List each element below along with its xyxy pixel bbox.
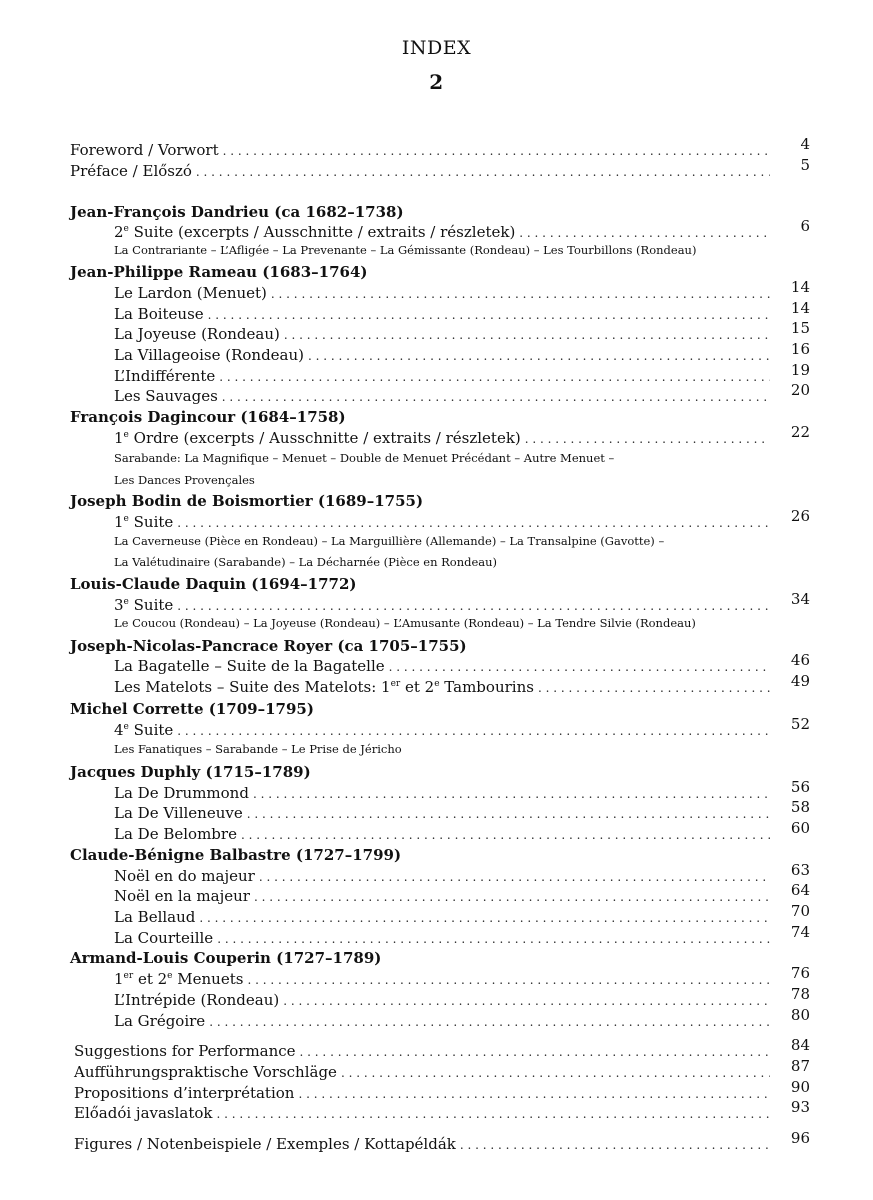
entry-label: Préface / Előszó	[70, 162, 192, 180]
toc-entry-eloadoi[interactable]	[74, 1098, 810, 1123]
entry-label: Aufführungspraktische Vorschläge	[74, 1063, 337, 1081]
entry-label: Előadói javaslatok	[74, 1104, 213, 1122]
dot-leader	[284, 325, 770, 345]
page-number: 14	[790, 299, 810, 317]
page-number: 96	[790, 1129, 810, 1147]
toc-entry[interactable]	[70, 715, 810, 740]
toc-entry[interactable]	[70, 278, 810, 303]
dot-leader	[259, 867, 770, 887]
entry-label: La Bagatelle – Suite de la Bagatelle	[114, 657, 385, 675]
composer-heading: Jean-François Dandrieu (ca 1682–1738)	[70, 203, 404, 221]
dot-leader	[298, 1084, 770, 1104]
page-number: 15	[790, 319, 810, 337]
dot-leader	[247, 970, 770, 990]
entry-label: La Joyeuse (Rondeau)	[114, 325, 280, 343]
entry-label: 2e Suite (excerpts / Ausschnitte / extraits / részletek)	[114, 223, 516, 241]
dot-leader	[219, 367, 770, 387]
entry-label: Le Lardon (Menuet)	[114, 284, 267, 302]
page-number: 5	[800, 156, 810, 174]
page-number: 80	[790, 1006, 810, 1024]
page-number: 20	[790, 381, 810, 399]
page-number: 26	[790, 507, 810, 525]
dot-leader	[460, 1135, 770, 1155]
page-number: 60	[790, 819, 810, 837]
page-number: 46	[790, 651, 810, 669]
composer-heading: Louis-Claude Daquin (1694–1772)	[70, 575, 357, 593]
dot-leader	[177, 596, 770, 616]
dot-leader	[538, 678, 770, 698]
dot-leader	[519, 223, 770, 243]
dot-leader	[196, 162, 770, 182]
entry-label: 4e Suite	[114, 721, 174, 739]
page-number: 34	[790, 590, 810, 608]
toc-entry[interactable]	[70, 1006, 810, 1031]
toc-entry[interactable]	[70, 361, 810, 386]
piece-list: La Valétudinaire (Sarabande) – La Décharnée (Pièce en Rondeau)	[114, 555, 498, 569]
dot-leader	[308, 346, 770, 366]
dot-leader	[525, 429, 770, 449]
dot-leader	[283, 991, 770, 1011]
page-number: 22	[790, 423, 810, 441]
entry-label: 1e Suite	[114, 513, 174, 531]
toc-entry[interactable]	[70, 590, 810, 615]
page-number: 56	[790, 778, 810, 796]
toc-entry[interactable]	[70, 651, 810, 676]
dot-leader	[241, 825, 770, 845]
page-number: 49	[790, 672, 810, 690]
composer-heading: François Dagincour (1684–1758)	[70, 408, 346, 426]
dot-leader	[253, 784, 770, 804]
piece-list: La Caverneuse (Pièce en Rondeau) – La Marguillière (Allemande) – La Transalpine (Gavotte) –	[114, 534, 665, 548]
toc-entry[interactable]	[70, 319, 810, 344]
entry-label: Foreword / Vorwort	[70, 141, 219, 159]
toc-entry[interactable]	[70, 881, 810, 906]
toc-entry[interactable]	[70, 964, 810, 989]
dot-leader	[223, 141, 770, 161]
page-number: 19	[790, 361, 810, 379]
toc-entry[interactable]	[70, 798, 810, 823]
entry-label: Figures / Notenbeispiele / Exemples / Kottapéldák	[74, 1135, 456, 1153]
composer-heading: Joseph-Nicolas-Pancrace Royer (ca 1705–1755)	[70, 637, 467, 655]
entry-label: Noël en la majeur	[114, 887, 250, 905]
toc-entry[interactable]	[70, 217, 810, 242]
toc-entry[interactable]	[70, 985, 810, 1010]
dot-leader	[177, 513, 770, 533]
page-number: 14	[790, 278, 810, 296]
toc-entry[interactable]	[70, 423, 810, 448]
page-number: 78	[790, 985, 810, 1003]
toc-entry-figures[interactable]	[74, 1129, 810, 1154]
piece-list: Sarabande: La Magnifique – Menuet – Double de Menuet Précédant – Autre Menuet –	[114, 451, 615, 465]
dot-leader	[217, 929, 770, 949]
toc-entry-propositions[interactable]	[74, 1078, 810, 1103]
dot-leader	[222, 387, 770, 407]
dot-leader	[217, 1104, 770, 1124]
page-number: 52	[790, 715, 810, 733]
page-number: 63	[790, 861, 810, 879]
entry-label: 1e Ordre (excerpts / Ausschnitte / extraits / részletek)	[114, 429, 521, 447]
toc-entry-preface[interactable]	[70, 156, 810, 181]
page-number: 16	[790, 340, 810, 358]
dot-leader	[300, 1042, 770, 1062]
dot-leader	[199, 908, 770, 928]
toc-entry[interactable]	[70, 778, 810, 803]
composer-heading: Claude-Bénigne Balbastre (1727–1799)	[70, 846, 402, 864]
toc-entry[interactable]	[70, 507, 810, 532]
dot-leader	[247, 804, 770, 824]
entry-label: Les Sauvages	[114, 387, 218, 405]
composer-heading: Armand-Louis Couperin (1727–1789)	[70, 949, 382, 967]
dot-leader	[271, 284, 770, 304]
entry-label: Suggestions for Performance	[74, 1042, 296, 1060]
toc-entry[interactable]	[70, 340, 810, 365]
entry-label: L’Indifférente	[114, 367, 216, 385]
toc-entry[interactable]	[70, 902, 810, 927]
volume-number: 2	[429, 70, 444, 94]
composer-heading: Jacques Duphly (1715–1789)	[70, 763, 311, 781]
entry-label: La De Villeneuve	[114, 804, 243, 822]
toc-entry-vorschlaege[interactable]	[74, 1057, 810, 1082]
page-number: 90	[790, 1078, 810, 1096]
entry-label: 1er et 2e Menuets	[114, 970, 244, 988]
piece-list: Le Coucou (Rondeau) – La Joyeuse (Rondeau) – L’Amusante (Rondeau) – La Tendre Silvie (Rondeau)	[114, 616, 696, 630]
entry-label: La Courteille	[114, 929, 214, 947]
page-number: 93	[790, 1098, 810, 1116]
composer-heading: Jean-Philippe Rameau (1683–1764)	[70, 263, 368, 281]
entry-label: Propositions d’interprétation	[74, 1084, 295, 1102]
composer-heading: Michel Corrette (1709–1795)	[70, 700, 314, 718]
toc-entry[interactable]	[70, 672, 810, 697]
page-number: 74	[790, 923, 810, 941]
toc-entry[interactable]	[70, 861, 810, 886]
page-number: 87	[790, 1057, 810, 1075]
entry-label: La De Belombre	[114, 825, 237, 843]
page-number: 58	[790, 798, 810, 816]
entry-label: La Grégoire	[114, 1012, 206, 1030]
entry-label: Les Matelots – Suite des Matelots: 1er et 2e Tambourins	[114, 678, 534, 696]
piece-list: Les Dances Provençales	[114, 473, 255, 487]
dot-leader	[341, 1063, 770, 1083]
page-number: 70	[790, 902, 810, 920]
toc-entry[interactable]	[70, 381, 810, 406]
piece-list: La Contrariante – L’Afligée – La Prevenante – La Gémissante (Rondeau) – Les Tourbillons (Rondeau)	[114, 243, 697, 257]
toc-entry[interactable]	[70, 923, 810, 948]
piece-list: Les Fanatiques – Sarabande – Le Prise de Jéricho	[114, 742, 402, 756]
page-number: 76	[790, 964, 810, 982]
entry-label: La Villageoise (Rondeau)	[114, 346, 304, 364]
dot-leader	[389, 657, 770, 677]
toc-entry-foreword[interactable]	[70, 135, 810, 160]
entry-label: 3e Suite	[114, 596, 174, 614]
entry-label: L’Intrépide (Rondeau)	[114, 991, 280, 1009]
toc-entry-suggestions[interactable]	[74, 1036, 810, 1061]
toc-entry[interactable]	[70, 299, 810, 324]
dot-leader	[254, 887, 770, 907]
entry-label: Noël en do majeur	[114, 867, 255, 885]
entry-label: La Bellaud	[114, 908, 196, 926]
dot-leader	[177, 721, 770, 741]
composer-heading: Joseph Bodin de Boismortier (1689–1755)	[70, 492, 424, 510]
toc-entry[interactable]	[70, 819, 810, 844]
dot-leader	[208, 305, 770, 325]
entry-label: La De Drummond	[114, 784, 249, 802]
entry-label: La Boiteuse	[114, 305, 204, 323]
page-number: 4	[800, 135, 810, 153]
page-number: 84	[790, 1036, 810, 1054]
page-title: INDEX	[401, 37, 472, 59]
page-number: 64	[790, 881, 810, 899]
dot-leader	[209, 1012, 770, 1032]
page-number: 6	[800, 217, 810, 235]
